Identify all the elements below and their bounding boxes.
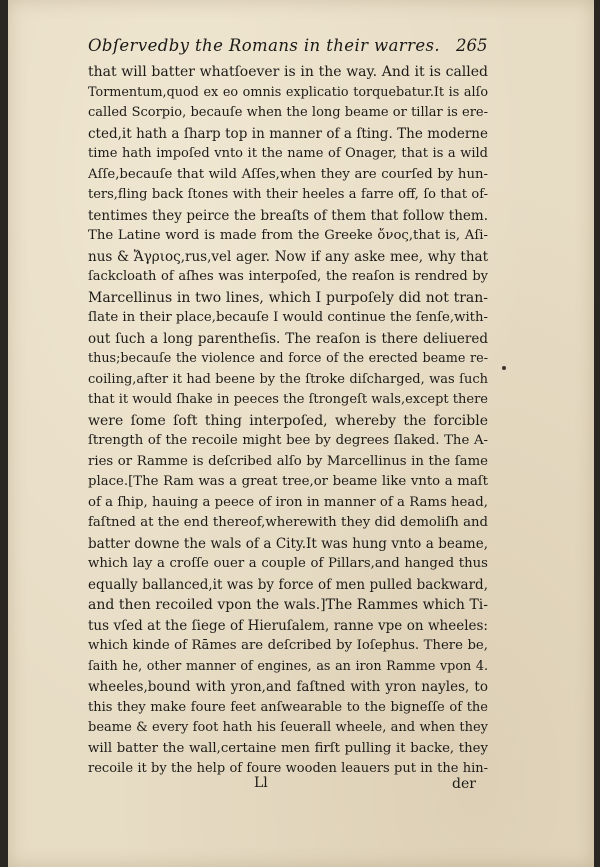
text-line: that it would ſhake in peeces the ſtrongeſt wals,except there: [88, 392, 488, 407]
ink-speck: [502, 366, 506, 370]
signature-mark: Ll: [254, 775, 268, 791]
text-line: out ſuch a long parentheſis. The reaſon is there deliuered: [88, 330, 488, 347]
text-line: ters,fling back ſtones with their heeles a farre off, ſo that of-: [88, 187, 488, 202]
text-line: The Latine word is made from the Greeke ὄνος,that is, Aſi-: [88, 228, 488, 243]
text-line: Aſſe,becauſe that wild Aſſes,when they are courſed by hun-: [88, 166, 488, 182]
page-header: [8, 36, 594, 60]
text-line: tus vſed at the ſiege of Hieruſalem, ranne vpe on wheeles:: [88, 617, 488, 634]
text-line: wheeles,bound with yron,and faſtned with yron nayles, to: [88, 679, 488, 695]
text-line: and then recoiled vpon the wals.]The Rammes which Ti-: [88, 597, 488, 613]
text-line: ſackcloath of aſhes was interpoſed, the reaſon is rendred by: [88, 269, 488, 284]
text-line: batter downe the wals of a City.It was hung vnto a beame,: [88, 535, 488, 552]
text-line: Tormentum,quod ex eo omnis explicatio torquebatur.It is alſo: [88, 84, 488, 100]
text-line: called Scorpio, becauſe when the long beame or tillar is ere-: [88, 105, 488, 120]
text-line: faſtned at the end thereof,wherewith they did demoliſh and: [88, 515, 488, 530]
text-line: ſtrength of the recoile might bee by degrees ſlaked. The A-: [88, 433, 488, 448]
text-line: recoile it by the help of foure wooden leauers put in the hin-: [88, 761, 488, 776]
text-line: which lay a croſſe ouer a couple of Pillars,and hanged thus: [88, 556, 488, 571]
text-line: of a ſhip, hauing a peece of iron in manner of a Rams head,: [88, 494, 488, 510]
text-line: time hath impoſed vnto it the name of Onager, that is a wild: [88, 146, 488, 161]
text-line: which kinde of Rāmes are deſcribed by Ioſephus. There be,: [88, 638, 488, 653]
page-footer: [8, 775, 594, 795]
book-page: [8, 0, 594, 867]
text-line: this they make foure feet anſwearable to the bigneſſe of the: [88, 699, 488, 715]
text-line: cted,it hath a ſharp top in manner of a ſting. The moderne: [88, 125, 488, 142]
catchword: der: [452, 776, 476, 792]
text-line: tentimes they peirce the breaſts of them that follow them.: [88, 207, 488, 224]
text-line: will batter the wall,certaine men firſt pulling it backe, they: [88, 740, 488, 756]
body-text: [88, 62, 488, 780]
text-line: that will batter whatſoever is in the way. And it is called: [88, 64, 488, 80]
text-line: beame & every foot hath his ſeuerall wheele, and when they: [88, 720, 488, 735]
text-line: coiling,after it had beene by the ſtroke diſcharged, was ſuch: [88, 371, 488, 387]
text-line: Marcellinus in two lines, which I purpoſely did not tran-: [88, 289, 488, 306]
text-line: ſaith he, other manner of engines, as an iron Ramme vpon 4.: [88, 658, 488, 674]
page-number: 265: [456, 36, 488, 55]
text-line: place.[The Ram was a great tree,or beame like vnto a maſt: [88, 474, 488, 489]
text-line: ries or Ramme is deſcribed alſo by Marcellinus in the ſame: [88, 453, 488, 469]
text-line: thus;becauſe the violence and force of the erected beame re-: [88, 351, 488, 366]
text-line: equally ballanced,it was by force of men pulled backward,: [88, 576, 488, 593]
text-line: were ſome ſoft thing interpoſed, whereby the forcible: [88, 412, 488, 429]
text-line: nus & Ἄγριος,rus,vel ager. Now if any aske mee, why that: [88, 248, 488, 265]
running-title: Obſervedby the Romans in their warres.: [88, 36, 441, 55]
text-line: ſlate in their place,becauſe I would continue the ſenſe,with-: [88, 310, 489, 325]
